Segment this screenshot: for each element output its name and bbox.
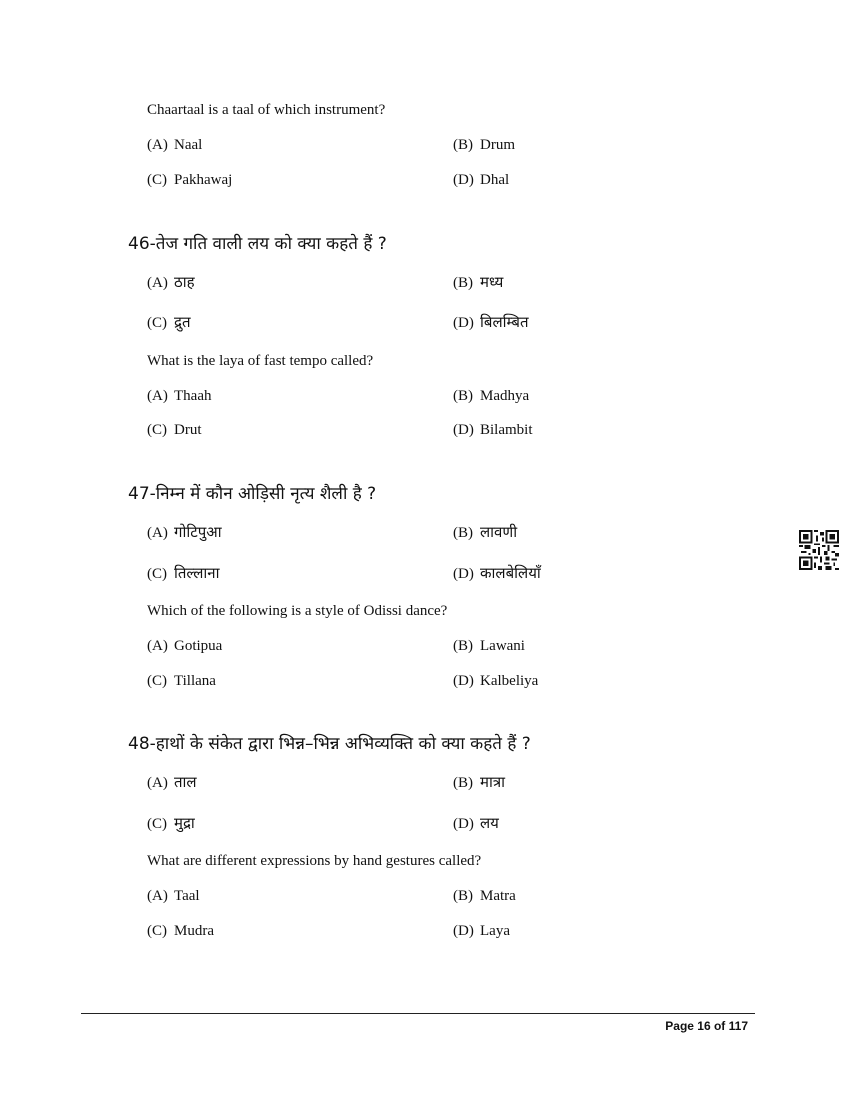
option-b-hindi	[453, 772, 505, 792]
option-text: Laya	[480, 923, 510, 939]
option-text: Dhal	[480, 172, 510, 188]
option-text: ठाह	[174, 273, 195, 291]
question-title-hindi: 48-हाथों के संकेत द्वारा भिन्न–भिन्न अभिव्यक्ति को क्या कहते हैं ?	[128, 734, 531, 754]
option-text: Drut	[174, 422, 202, 438]
option-text: Taal	[174, 888, 200, 904]
option-text: Kalbeliya	[480, 673, 539, 689]
option-text: मुद्रा	[174, 814, 195, 832]
option-label: (A)	[147, 388, 168, 404]
option-d-hindi	[453, 312, 529, 332]
option-text: तिल्लाना	[174, 564, 220, 582]
option-label: (D)	[453, 566, 474, 582]
option-b-hindi	[453, 272, 503, 292]
option-c-hindi	[147, 312, 191, 332]
option-text: लय	[480, 814, 499, 832]
option-text: गोटिपुआ	[174, 523, 222, 541]
option-label: (A)	[147, 638, 168, 654]
option-c	[147, 172, 232, 189]
option-label: (B)	[453, 638, 473, 654]
option-b	[453, 137, 515, 154]
option-text: Bilambit	[480, 422, 533, 438]
option-text: Drum	[480, 137, 515, 153]
option-text: लावणी	[480, 523, 518, 541]
option-d-hindi	[453, 813, 499, 833]
option-label: (A)	[147, 525, 168, 541]
option-d	[453, 673, 538, 690]
option-label: (C)	[147, 172, 167, 188]
option-text: ताल	[174, 773, 197, 791]
option-text: Mudra	[174, 923, 214, 939]
option-c	[147, 923, 214, 940]
question-text-english: Which of the following is a style of Odissi dance?	[147, 603, 448, 619]
option-label: (C)	[147, 315, 167, 331]
option-label: (C)	[147, 816, 167, 832]
option-text: Pakhawaj	[174, 172, 233, 188]
option-label: (D)	[453, 422, 474, 438]
option-label: (B)	[453, 888, 473, 904]
option-c	[147, 673, 216, 690]
option-label: (A)	[147, 775, 168, 791]
option-a-hindi	[147, 272, 195, 292]
footer-divider	[81, 1013, 755, 1014]
option-text: बिलम्बित	[480, 313, 529, 331]
question-text: Chaartaal is a taal of which instrument?	[147, 102, 386, 118]
option-text: Gotipua	[174, 638, 223, 654]
option-a	[147, 638, 222, 655]
option-text: द्रुत	[174, 313, 191, 331]
option-label: (C)	[147, 673, 167, 689]
option-label: (D)	[453, 315, 474, 331]
option-b	[453, 888, 516, 905]
option-text: Thaah	[174, 388, 212, 404]
question-title-hindi: 47-निम्न में कौन ओड़िसी नृत्य शैली है ?	[128, 484, 377, 504]
option-a	[147, 137, 202, 154]
option-label: (D)	[453, 172, 474, 188]
option-text: मात्रा	[480, 773, 506, 791]
option-label: (C)	[147, 422, 167, 438]
page-number: Page 16 of 117	[665, 1019, 748, 1033]
option-label: (C)	[147, 566, 167, 582]
option-label: (D)	[453, 816, 474, 832]
option-text: कालबेलियाँ	[480, 564, 541, 582]
option-a	[147, 388, 211, 405]
option-label: (B)	[453, 388, 473, 404]
question-title-hindi: 46-तेज गति वाली लय को क्या कहते हैं ?	[128, 234, 387, 254]
option-a-hindi	[147, 772, 197, 792]
option-d	[453, 172, 509, 189]
option-b-hindi	[453, 522, 517, 542]
option-b	[453, 638, 525, 655]
option-b	[453, 388, 529, 405]
option-text: Madhya	[480, 388, 530, 404]
option-label: (D)	[453, 923, 474, 939]
option-c-hindi	[147, 813, 195, 833]
option-d	[453, 923, 510, 940]
option-label: (A)	[147, 888, 168, 904]
option-text: Lawani	[480, 638, 525, 654]
option-label: (C)	[147, 923, 167, 939]
option-label: (B)	[453, 525, 473, 541]
option-text: Matra	[480, 888, 516, 904]
option-d	[453, 422, 533, 439]
option-label: (B)	[453, 137, 473, 153]
option-text: मध्य	[480, 273, 504, 291]
option-a-hindi	[147, 522, 222, 542]
option-label: (B)	[453, 775, 473, 791]
option-label: (A)	[147, 137, 168, 153]
question-text-english: What is the laya of fast tempo called?	[147, 353, 374, 369]
qr-code-icon	[799, 530, 839, 570]
option-text: Naal	[174, 137, 203, 153]
option-a	[147, 888, 200, 905]
option-c	[147, 422, 202, 439]
option-d-hindi	[453, 563, 541, 583]
option-text: Tillana	[174, 673, 216, 689]
option-label: (A)	[147, 275, 168, 291]
option-c-hindi	[147, 563, 219, 583]
option-label: (D)	[453, 673, 474, 689]
option-label: (B)	[453, 275, 473, 291]
question-text-english: What are different expressions by hand gestures called?	[147, 853, 482, 869]
